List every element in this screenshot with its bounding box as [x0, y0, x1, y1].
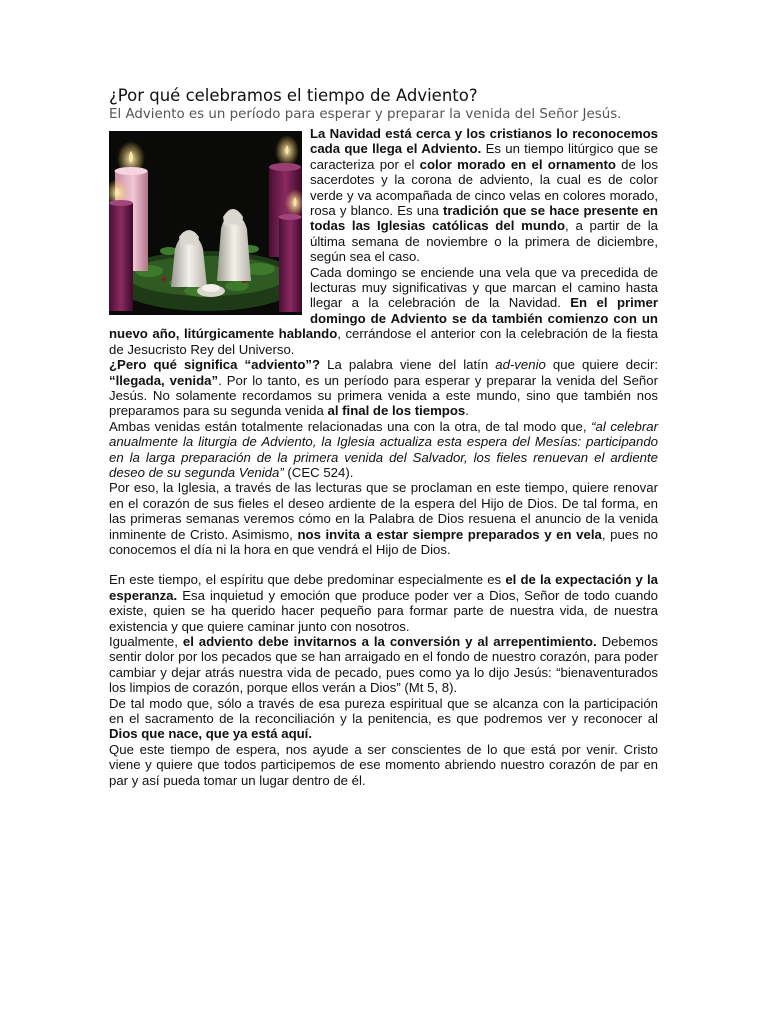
bold-text: La Navidad está cerca y los cristianos lo reconocemos cada que llega el Adviento.: [310, 126, 658, 157]
italic-text: “al celebrar anualmente la liturgia de Adviento, la Iglesia actualiza esta espera del Mesías: participando en la larga preparación de la primera venida del Salvador, los fieles renuevan el ardiente deseo de su segunda Venida”: [109, 418, 658, 480]
page-subtitle: El Adviento es un período para esperar y preparar la venida del Señor Jesús.: [109, 107, 622, 122]
italic-text: ad-venio: [495, 357, 546, 373]
body-paragraph: [109, 480, 658, 557]
body-paragraph: [109, 357, 658, 419]
body-paragraph: [109, 634, 658, 696]
bold-text: “llegada, venida”: [109, 372, 219, 388]
bold-text: el de la expectación y la esperanza.: [109, 572, 658, 603]
body-paragraph: [109, 572, 658, 634]
text-run: La palabra viene del latín: [320, 357, 496, 373]
paragraph-spacer: [109, 557, 658, 572]
text-run: . Por lo tanto, es un período para esperar y preparar la venida del Señor Jesús. No solamente recordamos su primera venida a este mundo, sino que también nos preparamos para su segunda venida: [109, 372, 658, 419]
bold-text: el adviento debe invitarnos a la conversión y al arrepentimiento.: [182, 634, 597, 649]
advent-wreath-nativity-image: [109, 131, 302, 315]
text-run: De tal modo que, sólo a través de esa pureza espiritual que se alcanza con la participación en el sacramento de la reconciliación y la penitencia, es que podremos ver y reconocer al: [109, 695, 658, 727]
text-run: Igualmente,: [109, 634, 183, 649]
text-run: (CEC 524).: [283, 464, 354, 480]
text-run: Cada domingo se enciende una vela que va precedida de lecturas muy significativas y que marcan el camino hasta llegar a la celebración de la Navidad.: [310, 264, 658, 311]
bold-text: al final de los tiempos: [327, 403, 466, 419]
bold-text: tradición que se hace presente en todas las Iglesias católicas del mundo: [310, 203, 658, 234]
bold-text: En el primer domingo de Adviento se da también comienzo con un nuevo año, litúrgicamente hablando: [109, 295, 658, 342]
bold-text: Dios que nace, que ya está aquí.: [109, 726, 313, 742]
body-paragraph: [109, 742, 658, 788]
text-run: que quiere decir:: [545, 357, 658, 373]
text-run: Debemos sentir dolor por los pecados que se han arraigado en el fondo de nuestro corazón, para poder cambiar y dejar atrás nuestra vida de pecado, pues como ya lo dijo Jesús: “bienaventurados los limpios de corazón, porque ellos verán a Dios” (Mt 5, 8).: [109, 634, 659, 696]
text-run: .: [465, 403, 469, 419]
body-paragraph: [109, 696, 658, 742]
text-run: de los sacerdotes y la corona de adviento, la cual es de color verde y va acompañada de cinco velas en colores morado, rosa y blanco. Es una: [310, 156, 658, 219]
text-run: Por eso, la Iglesia, a través de las lecturas que se proclaman en este tiempo, quiere renovar en el corazón de sus fieles el deseo ardiente de la espera del Hijo de Dios. De tal forma, en las primeras semanas veremos cómo en la Palabra de Dios resuena el anuncio de la venida inminente de Cristo. Asimismo,: [109, 480, 658, 542]
text-run: En este tiempo, el espíritu que debe predominar especialmente es: [109, 572, 506, 588]
text-run: Esa inquietud y emoción que produce poder ver a Dios, Señor de todo cuando existe, quien se ha querido hacer pequeño para formar parte de nuestra vida, de nuestra existencia y que quiere caminar junto con nosotros.: [109, 587, 658, 634]
article-body: [109, 126, 658, 788]
page-title: ¿Por qué celebramos el tiempo de Adviento?: [109, 86, 478, 105]
text-run: Ambas venidas están totalmente relacionadas una con la otra, de tal modo que,: [109, 418, 592, 434]
text-run: , pues no conocemos el día ni la hora en que vendrá el Hijo de Dios.: [109, 526, 658, 557]
document-page: [109, 86, 658, 788]
bold-text: ¿Pero qué significa “adviento”?: [109, 357, 321, 373]
bold-text: color morado en el ornamento: [419, 156, 616, 172]
text-run: Que este tiempo de espera, nos ayude a ser conscientes de lo que está por venir. Cristo viene y quiere que todos participemos de ese momento abriendo nuestro corazón de par en par y así pueda tomar un lugar dentro de él.: [109, 741, 658, 788]
body-paragraph: [109, 419, 658, 481]
text-run: , a partir de la última semana de noviembre o la primera de diciembre, según sea el caso.: [310, 218, 658, 265]
bold-text: nos invita a estar siempre preparados y en vela: [297, 526, 602, 542]
text-run: Es un tiempo litúrgico que se caracteriza por el: [310, 141, 658, 172]
text-run: , cerrándose el anterior con la celebración de la fiesta de Jesucristo Rey del Universo.: [109, 326, 658, 357]
